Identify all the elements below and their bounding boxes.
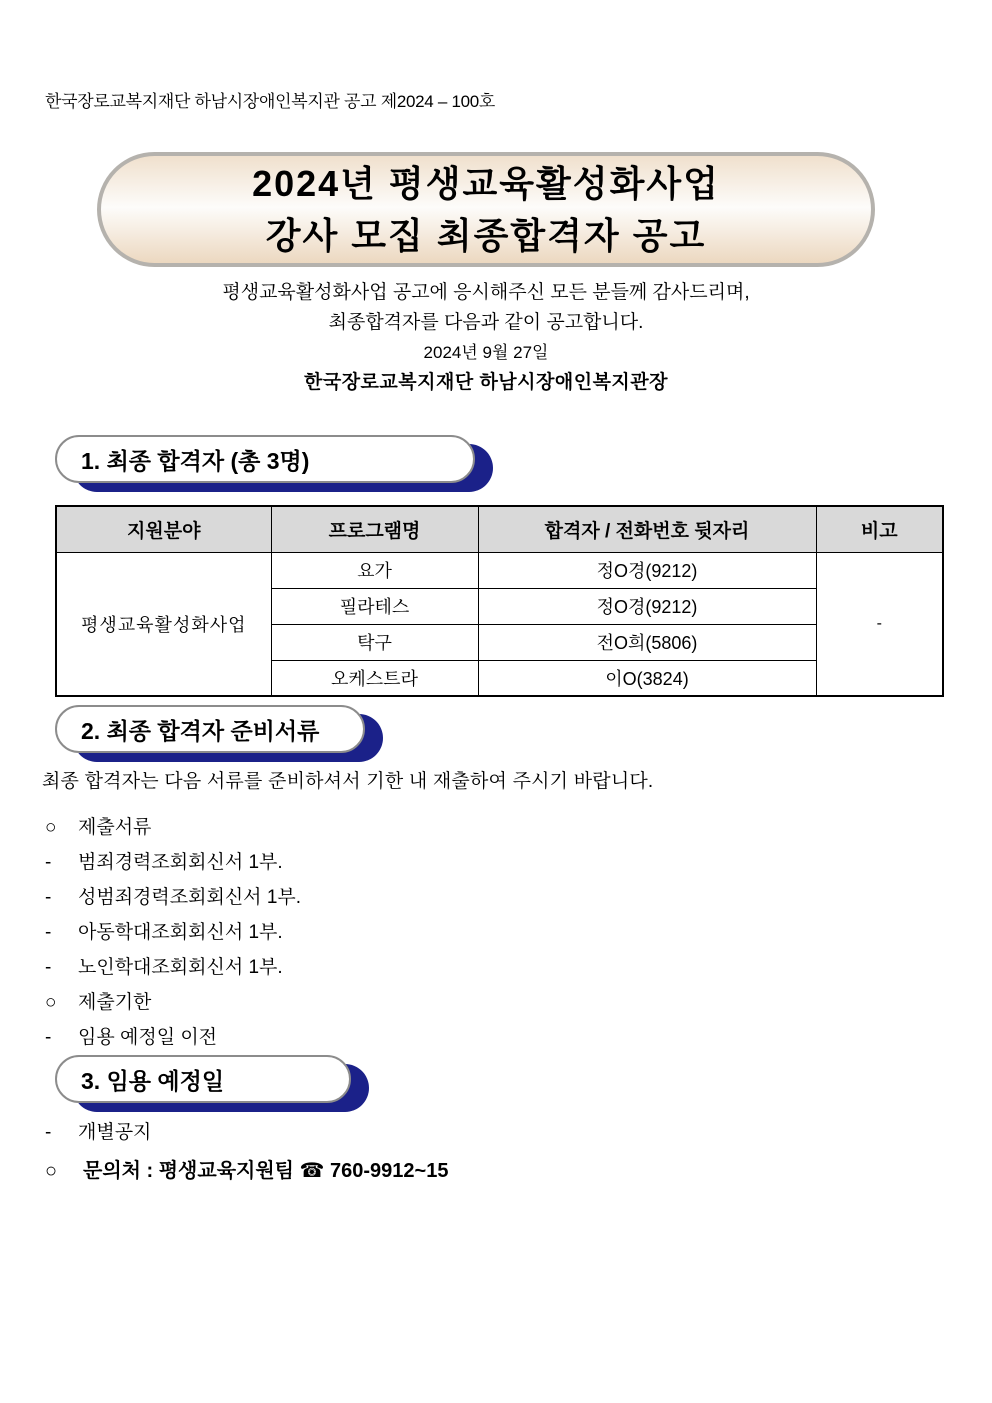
list-item <box>45 845 992 880</box>
table-row <box>56 552 943 588</box>
banner-title-line1: 2024년 평생교육활성화사업 <box>252 162 720 204</box>
list-item-text: 아동학대조회회신서 1부. <box>78 922 283 943</box>
intro-date: 2024년 9월 27일 <box>423 343 549 362</box>
list-item-text: 제출서류 <box>78 817 152 838</box>
section2-heading: 2. 최종 합격자 준비서류 <box>55 705 365 753</box>
list-item <box>45 880 992 915</box>
header-winner: 합격자 / 전화번호 뒷자리 <box>478 506 816 552</box>
intro-signer: 한국장로교복지재단 하남시장애인복지관장 <box>303 372 668 393</box>
circle-bullet-icon: ○ <box>45 1160 58 1182</box>
program-cell: 오케스트라 <box>271 660 478 696</box>
list-item-text: 개별공지 <box>78 1122 152 1143</box>
final-candidates-table <box>55 505 944 697</box>
winner-cell: 이O(3824) <box>478 660 816 696</box>
prep-intro-text: 최종 합격자는 다음 서류를 준비하셔서 기한 내 재출하여 주시기 바랍니다. <box>42 771 654 792</box>
header-program: 프로그램명 <box>271 506 478 552</box>
table-header-row <box>56 506 943 552</box>
dash-bullet-icon: - <box>45 887 52 908</box>
winner-cell: 정O경(9212) <box>478 552 816 588</box>
header-category: 지원분야 <box>56 506 271 552</box>
dash-bullet-icon: - <box>45 1027 52 1048</box>
note-cell: - <box>816 552 943 696</box>
circle-bullet-icon: ○ <box>45 817 57 838</box>
circle-bullet-icon: ○ <box>45 992 57 1013</box>
winner-cell: 전O희(5806) <box>478 624 816 660</box>
category-cell: 평생교육활성화사업 <box>56 552 271 696</box>
dash-bullet-icon: - <box>45 922 52 943</box>
intro-line2: 최종합격자를 다음과 같이 공고합니다. <box>328 312 644 333</box>
list-item <box>45 1020 992 1055</box>
list-item-text: 성범죄경력조회회신서 1부. <box>78 887 302 908</box>
dash-bullet-icon: - <box>45 852 52 873</box>
list-item-text: 범죄경력조회회신서 1부. <box>78 852 283 873</box>
list-item <box>45 915 992 950</box>
list-item-text: 노인학대조회회신서 1부. <box>78 957 283 978</box>
doc-number-line: 한국장로교복지재단 하남시장애인복지관 공고 제2024 – 100호 <box>45 92 496 111</box>
contact-line <box>45 1154 992 1188</box>
list-item <box>45 810 992 845</box>
list-item-text: 임용 예정일 이전 <box>78 1027 218 1048</box>
section1-heading: 1. 최종 합격자 (총 3명) <box>55 435 475 483</box>
banner-title-line2: 강사 모집 최종합격자 공고 <box>265 214 707 256</box>
list-item <box>45 950 992 985</box>
list-item <box>45 1118 992 1148</box>
dash-bullet-icon: - <box>45 1122 52 1143</box>
section3-heading: 3. 임용 예정일 <box>55 1055 351 1103</box>
header-note: 비고 <box>816 506 943 552</box>
list-item-text: 제출기한 <box>78 992 152 1013</box>
intro-block <box>97 278 875 398</box>
title-banner <box>97 152 875 267</box>
contact-text: 문의처 : 평생교육지원팀 ☎ 760-9912~15 <box>83 1160 449 1182</box>
program-cell: 필라테스 <box>271 588 478 624</box>
dash-bullet-icon: - <box>45 957 52 978</box>
intro-line1: 평생교육활성화사업 공고에 응시해주신 모든 분들께 감사드리며, <box>222 282 750 303</box>
program-cell: 탁구 <box>271 624 478 660</box>
list-item <box>45 985 992 1020</box>
program-cell: 요가 <box>271 552 478 588</box>
winner-cell: 정O경(9212) <box>478 588 816 624</box>
